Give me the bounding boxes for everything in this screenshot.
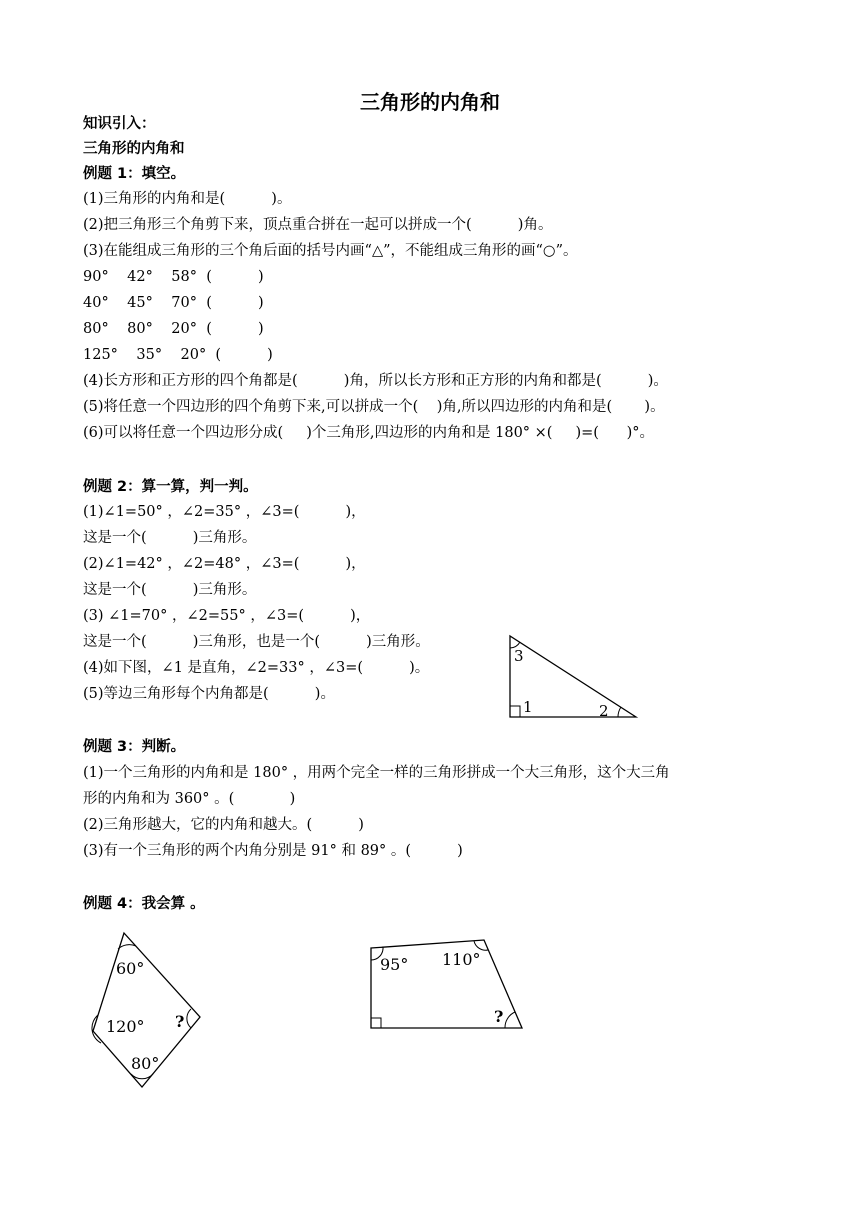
trapezoid-bottom-right-label: ? bbox=[494, 1007, 504, 1026]
right-triangle-figure bbox=[500, 628, 645, 723]
example3-question1-cont: 形的内角和为 360° 。( ) bbox=[83, 791, 296, 807]
trapezoid-bottom-right-arc bbox=[505, 1012, 515, 1028]
example4-heading: 例题 4：我会算 。 bbox=[83, 896, 205, 912]
example3-heading: 例题 3：判断。 bbox=[83, 739, 186, 755]
kite-right-angle-label: ? bbox=[175, 1012, 185, 1031]
example2-question2-type: 这是一个( )三角形。 bbox=[83, 582, 257, 598]
trapezoid-top-left-label: 95° bbox=[380, 955, 409, 974]
example1-heading: 例题 1：填空。 bbox=[83, 166, 186, 182]
example2-question3-type: 这是一个( )三角形，也是一个( )三角形。 bbox=[83, 634, 430, 650]
trapezoid-right-angle-mark bbox=[371, 1018, 381, 1028]
example2-heading: 例题 2：算一算，判一判。 bbox=[83, 479, 258, 495]
kite-left-angle-label: 120° bbox=[106, 1017, 145, 1036]
angle2-label: 2 bbox=[599, 702, 609, 720]
angle3-label: 3 bbox=[514, 647, 524, 665]
angle-set-row: 90° 42° 58° ( ) bbox=[83, 269, 264, 285]
angle1-label: 1 bbox=[523, 698, 533, 716]
angle-set-row: 125° 35° 20° ( ) bbox=[83, 347, 273, 363]
example1-question1: (1)三角形的内角和是( )。 bbox=[83, 191, 292, 207]
example1-question2: (2)把三角形三个角剪下来，顶点重合拼在一起可以拼成一个( )角。 bbox=[83, 217, 553, 233]
example2-question2: (2)∠1=42° ，∠2=48° ，∠3=( )， bbox=[83, 556, 366, 572]
kite-top-angle-label: 60° bbox=[116, 959, 145, 978]
kite-figure bbox=[85, 925, 210, 1095]
example3-question2: (2)三角形越大，它的内角和越大。( ) bbox=[83, 817, 364, 833]
example2-question1-type: 这是一个( )三角形。 bbox=[83, 530, 257, 546]
example1-question6: (6)可以将任意一个四边形分成( )个三角形,四边形的内角和是 180° ×( )=( )°。 bbox=[83, 425, 655, 441]
example3-question3: (3)有一个三角形的两个内角分别是 91° 和 89° 。( ) bbox=[83, 843, 463, 859]
kite-right-arc bbox=[187, 1009, 191, 1028]
example1-question3: (3)在能组成三角形的三个角后面的括号内画“△”，不能组成三角形的画“○”。 bbox=[83, 243, 578, 259]
example2-question3: (3) ∠1=70° ，∠2=55° ，∠3=( )， bbox=[83, 608, 371, 624]
page-title: 三角形的内角和 bbox=[360, 90, 500, 114]
right-angle-mark bbox=[510, 706, 520, 717]
trapezoid-top-right-label: 110° bbox=[442, 950, 481, 969]
example2-question5: (5)等边三角形每个内角都是( )。 bbox=[83, 686, 335, 702]
example3-question1: (1)一个三角形的内角和是 180° ，用两个完全一样的三角形拼成一个大三角形，这个大三角 bbox=[83, 765, 670, 781]
angle-set-row: 40° 45° 70° ( ) bbox=[83, 295, 264, 311]
example1-question5: (5)将任意一个四边形的四个角剪下来,可以拼成一个( )角,所以四边形的内角和是( )。 bbox=[83, 399, 665, 415]
angle-set-row: 80° 80° 20° ( ) bbox=[83, 321, 264, 337]
trapezoid-figure bbox=[362, 930, 532, 1035]
intro-heading: 知识引入： bbox=[83, 116, 156, 132]
intro-subheading: 三角形的内角和 bbox=[83, 141, 185, 157]
example2-question4: (4)如下图，∠1 是直角，∠2=33° ，∠3=( )。 bbox=[83, 660, 430, 676]
kite-bottom-angle-label: 80° bbox=[131, 1054, 160, 1073]
example1-question4: (4)长方形和正方形的四个角都是( )角，所以长方形和正方形的内角和都是( )。 bbox=[83, 373, 668, 389]
angle2-arc bbox=[618, 707, 621, 717]
example2-question1: (1)∠1=50° ，∠2=35° ，∠3=( )， bbox=[83, 504, 366, 520]
